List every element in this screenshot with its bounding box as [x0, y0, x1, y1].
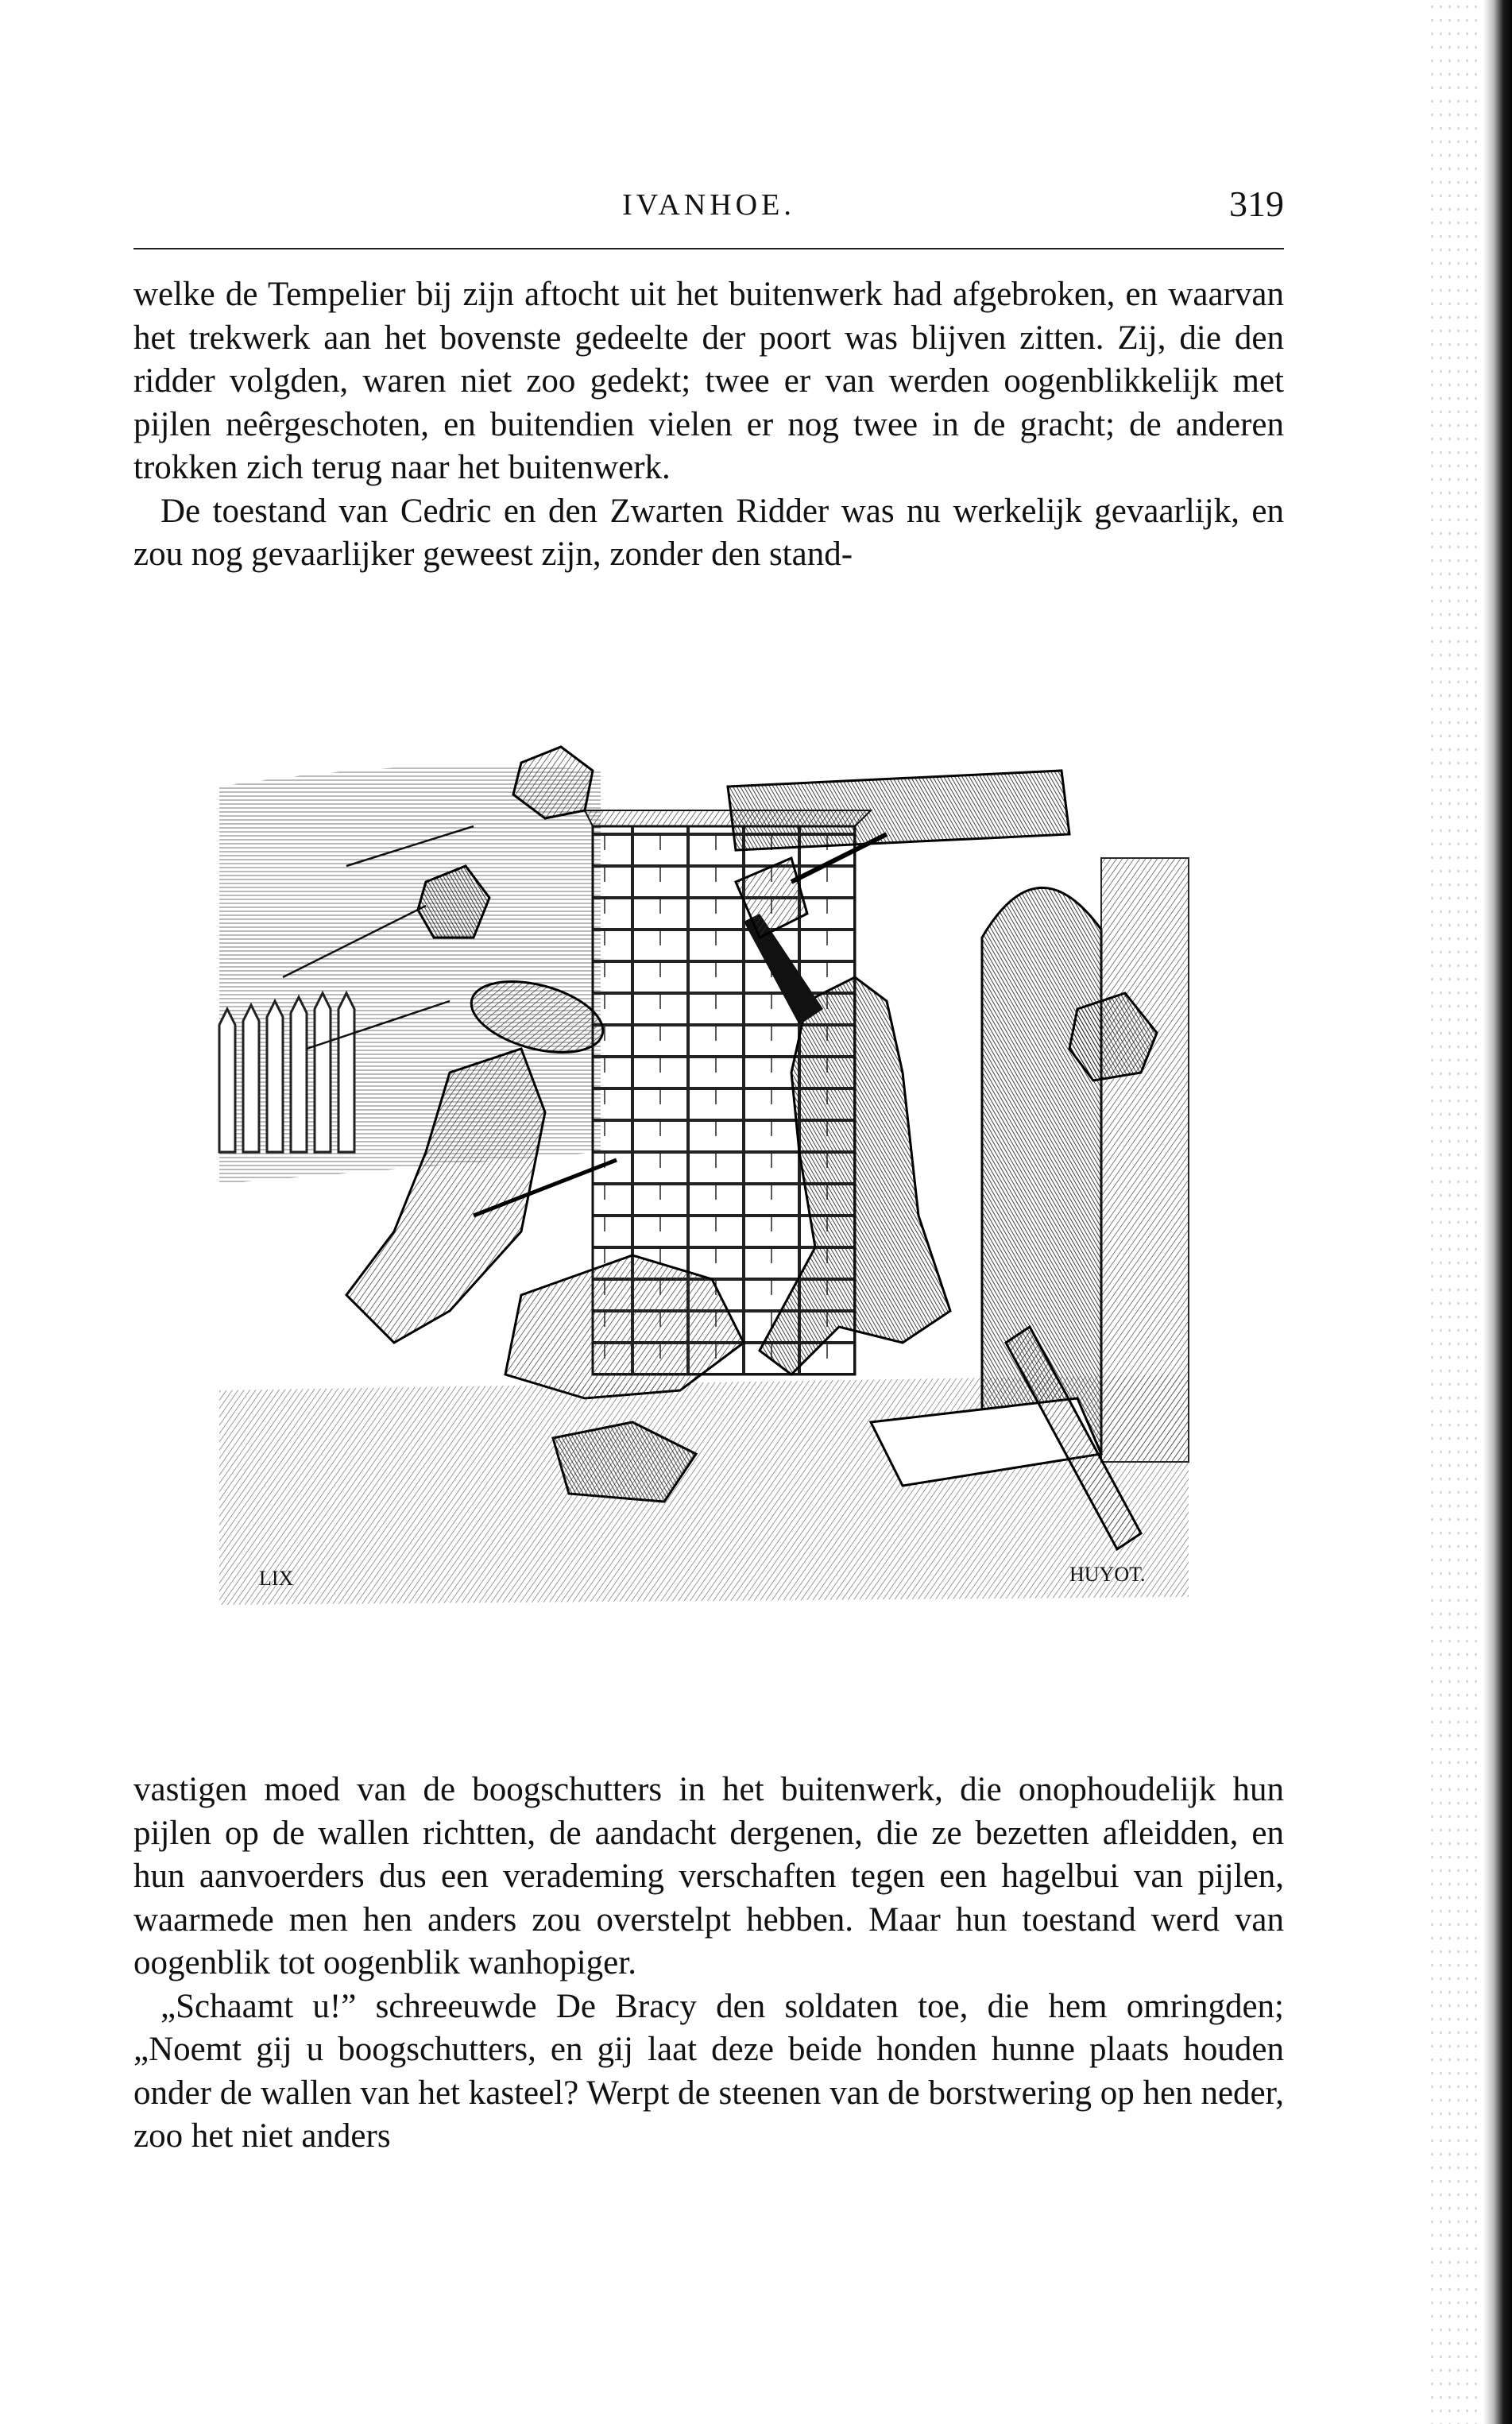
engraving-svg — [188, 739, 1220, 1645]
paragraph: vastigen moed van de boogschutters in het buitenwerk, die onophoudelijk hun pijlen op de wallen richtten, de aandacht dergenen, die ze bezetten afleidden, en hun aanvoerders dus een verademing verschaften tegen een hagelbui van pijlen, waarmede men hen anders zou overstelpt hebben. Maar hun toestand werd van oogenblik tot oogenblik wanhopiger. — [133, 1771, 1284, 1981]
page-number: 319 — [1229, 184, 1284, 224]
scan-edge-speckle — [1428, 0, 1483, 2424]
paragraph: welke de Tempelier bij zijn aftocht uit het buitenwerk had afgebroken, en waarvan het trekwerk aan het bovenste gedeelte der poort was blijven zitten. Zij, die den ridder volgden, waren niet zoo gedekt; twee er van werden oogenblikkelijk met pijlen neêrgeschoten, en buitendien vielen er nog twee in de gracht; de anderen trokken zich terug naar het buitenwerk. — [133, 276, 1284, 486]
scan-edge-shadow — [1483, 0, 1512, 2424]
running-head — [133, 184, 1284, 235]
text-block-bottom — [133, 1769, 1284, 2159]
running-title: IVANHOE. — [622, 188, 795, 222]
engraving-illustration — [188, 739, 1220, 1645]
text-block-top — [133, 273, 1284, 577]
paragraph: De toestand van Cedric en den Zwarten Ridder was nu werkelijk gevaarlijk, en zou nog gevaarlijker geweest zijn, zonder den stand- — [133, 492, 1284, 573]
signature-left: LIX — [259, 1567, 294, 1590]
paragraph: „Schaamt u!” schreeuwde De Bracy den soldaten toe, die hem omringden; „Noemt gij u boogschutters, en gij laat deze beide honden hunne plaats houden onder de wallen van het kasteel? Werpt de steenen van de borstwering op hen neder, zoo het niet anders — [133, 1987, 1284, 2155]
header-rule — [133, 248, 1284, 249]
signature-right: HUYOT. — [1069, 1563, 1146, 1586]
